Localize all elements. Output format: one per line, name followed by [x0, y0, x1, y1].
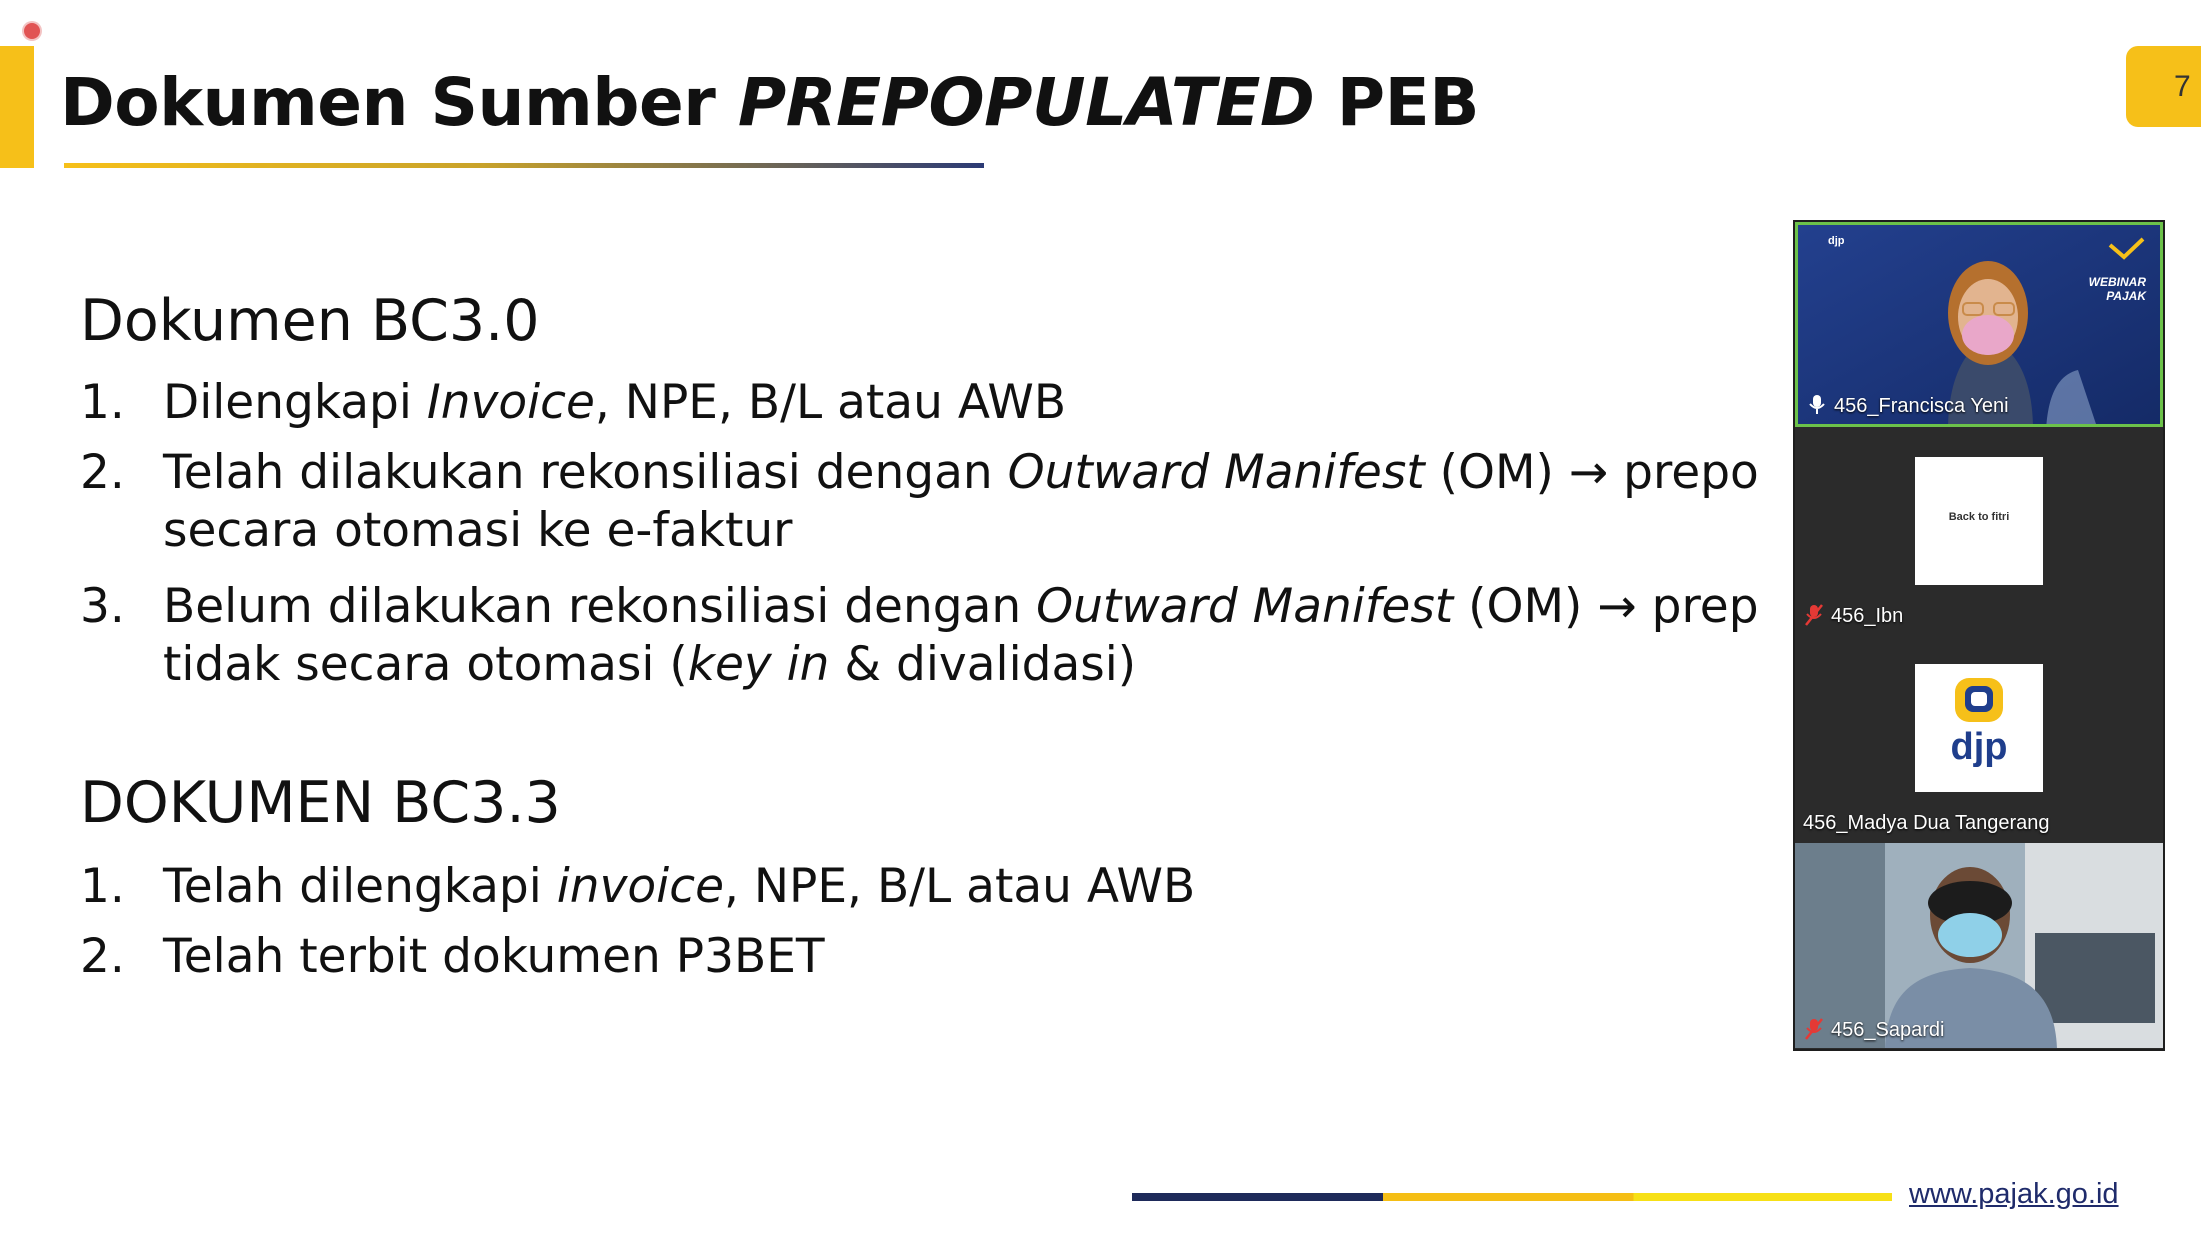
participant-tile-madya[interactable] — [1795, 636, 2163, 841]
section-heading-bc30: Dokumen BC3.0 — [80, 288, 540, 354]
participant-name: 456_Francisca Yeni — [1834, 395, 2009, 417]
section-heading-bc33: DOKUMEN BC3.3 — [80, 770, 561, 836]
djp-logo-text: djp — [1950, 726, 2008, 768]
list-number: 1. — [80, 859, 125, 914]
djp-logo-card — [1915, 664, 2043, 792]
list-text-continued: tidak secara otomasi (key in & divalidasi) — [163, 637, 1137, 692]
djp-logo-icon — [1915, 672, 2043, 732]
participant-name: 456_Ibn — [1831, 605, 1904, 627]
slide-content — [80, 0, 1795, 1100]
djp-watermark: djp — [1828, 235, 1845, 247]
webinar-label: WEBINAR PAJAK — [2088, 275, 2146, 303]
recording-indicator-icon — [24, 23, 40, 39]
list-text-continued: secara otomasi ke e-faktur — [163, 503, 793, 558]
list-number: 3. — [80, 579, 125, 634]
participant-video-thumbnail — [1795, 843, 2163, 1048]
title-part2: PEB — [1314, 64, 1480, 141]
page-number: 7 — [2174, 70, 2191, 103]
list-number: 2. — [80, 929, 125, 984]
list-number: 1. — [80, 375, 125, 430]
list-number: 2. — [80, 445, 125, 500]
muted-microphone-icon — [1805, 604, 1823, 626]
list-text: Telah terbit dokumen P3BET — [163, 929, 825, 984]
muted-microphone-icon — [1805, 1018, 1823, 1040]
avatar-card-text: Back to fitri — [1948, 511, 2010, 523]
footer-color-bar — [1132, 1193, 1892, 1201]
list-text: Telah dilengkapi invoice, NPE, B/L atau AWB — [163, 859, 1196, 914]
participant-video-panel[interactable] — [1793, 220, 2165, 1051]
participant-tile-francisca[interactable] — [1795, 222, 2163, 427]
website-link[interactable]: www.pajak.go.id — [1909, 1178, 2119, 1210]
title-italic: PREPOPULATED — [737, 64, 1315, 141]
page-number-badge — [2126, 46, 2201, 127]
participant-tile-sapardi[interactable] — [1795, 843, 2163, 1048]
title-part1: Dokumen Sumber — [60, 64, 738, 141]
microphone-icon — [1808, 394, 1826, 416]
title-accent-bar — [0, 46, 34, 168]
participant-name: 456_Madya Dua Tangerang — [1803, 812, 2050, 834]
list-text: Dilengkapi Invoice, NPE, B/L atau AWB — [163, 375, 1067, 430]
participant-name: 456_Sapardi — [1831, 1019, 1945, 1041]
list-text: Belum dilakukan rekonsiliasi dengan Outward Manifest (OM) → prep — [163, 579, 1759, 634]
list-text: Telah dilakukan rekonsiliasi dengan Outward Manifest (OM) → prepo — [163, 445, 1759, 500]
participant-avatar-card — [1915, 457, 2043, 585]
participant-tile-ibn[interactable] — [1795, 429, 2163, 634]
